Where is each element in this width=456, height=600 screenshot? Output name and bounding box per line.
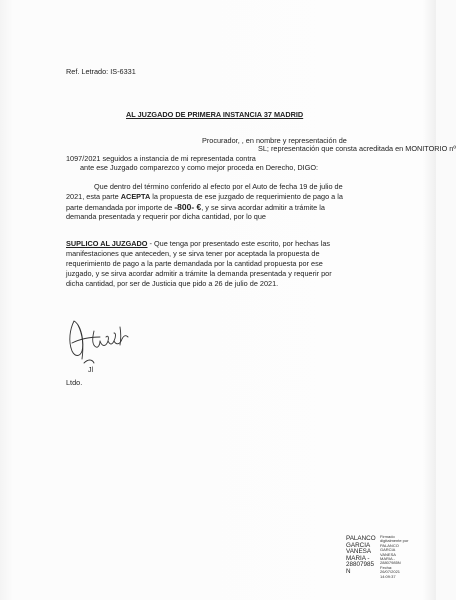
digital-signature-details: Firmado digitalmente por PALANCO GARCIA VANESA MARIA - 28807985N Fecha: 26/07/2021 14:09:37 [380,534,409,579]
ltdo-label: Ltdo. [66,378,83,387]
paragraph-3-line-3: requerimiento de pago a la parte demandada por la cantidad propuesta por ese [66,259,323,268]
paragraph-2-line-1: Que dentro del término conferido al efecto por el Auto de fecha 19 de julio de [94,182,343,191]
paragraph-2-line-2a: 2021, esta parte [66,192,121,201]
paragraph-2-line-2c: la propuesta de ese juzgado de requerimiento de pago a la [150,192,343,201]
accept-keyword: ACEPTA [120,192,151,201]
paragraph-1-line-3: 1097/2021 seguidos a instancia de mi representada contra [66,154,256,163]
paragraph-3-line-1 [66,239,330,249]
amount-value: -800- € [174,202,202,212]
signature-initials: Jl [88,367,94,374]
paragraph-2-line-3a: parte demandada por importe de [66,203,175,212]
paragraph-1-line-4-text: ante ese Juzgado comparezco y como mejor proceda en Derecho, DIGO: [80,163,319,172]
paragraph-3-line-5: dicha cantidad, por ser de Justicia que pido a 26 de julio de 2021. [66,279,279,288]
handwritten-signature [64,315,134,370]
paragraph-1-line-1: Procurador, , en nombre y representación de [202,136,347,145]
paragraph-1-line-4 [66,163,318,173]
lawyer-reference: Ref. Letrado: IS-6331 [66,67,136,76]
paragraph-2-line-2 [66,192,343,202]
paragraph-3-line-4: juzgado, y se sirva acordar admitir a trámite la demanda presentada y requerir por [66,269,332,278]
suplico-heading: SUPLICO AL JUZGADO [66,239,148,248]
paragraph-2-line-3c: , y se sirva acordar admitir a trámite la [201,203,325,212]
paragraph-3-line-2: manifestaciones que anteceden, y se sirva tener por aceptada la propuesta de [66,249,320,258]
paragraph-2-line-4: demanda presentada y requerir por dicha cantidad, por lo que [66,212,266,221]
paragraph-1-line-2: SL; representación que consta acreditada en MONITORIO nº [258,144,456,153]
paragraph-3-line-1b: - Que tenga por presentado este escrito, por hechas las [147,239,331,248]
court-heading: AL JUZGADO DE PRIMERA INSTANCIA 37 MADRID [126,110,304,119]
digital-signer-name: PALANCO GARCIA VANESA MARIA - 28807985 N [346,535,376,575]
